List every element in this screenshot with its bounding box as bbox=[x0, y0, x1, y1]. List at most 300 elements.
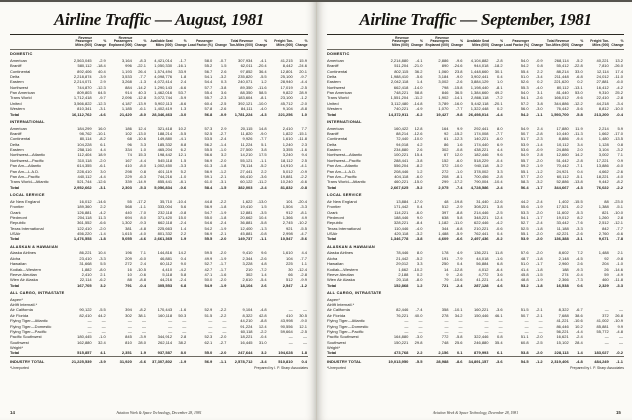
value-cell: 61.0 bbox=[204, 179, 213, 185]
value-cell: 17.4 bbox=[615, 68, 623, 74]
value-cell: 298 bbox=[125, 168, 132, 174]
value-cell: 53.7 bbox=[178, 90, 187, 96]
value-cell: 57.8 bbox=[204, 106, 213, 112]
value-cell: -14.2 bbox=[136, 84, 146, 90]
value-cell: -4.1 bbox=[300, 163, 307, 169]
section-header: INTERNATIONAL bbox=[10, 119, 45, 125]
value-cell: 460,221 bbox=[393, 179, 409, 185]
airline-name: Pan American bbox=[10, 90, 35, 96]
value-cell: 74 bbox=[127, 152, 132, 158]
value-cell: -4.4 bbox=[139, 157, 146, 163]
value-cell: -3.6 bbox=[490, 357, 504, 364]
value-cell: 0.6 bbox=[577, 282, 583, 288]
value-cell: 21,225,539 bbox=[67, 357, 93, 364]
value-cell: 54.4 bbox=[204, 79, 213, 85]
value-cell: 392,121 bbox=[238, 100, 253, 106]
value-cell: 94,018 bbox=[396, 141, 409, 147]
value-cell: -9.0 bbox=[455, 73, 463, 79]
value-cell: 2.2 bbox=[537, 68, 543, 74]
value-cell: 996 bbox=[125, 63, 132, 69]
value-cell: -2.0 bbox=[535, 334, 543, 340]
section-header-row bbox=[327, 191, 624, 199]
value-cell: 410 bbox=[125, 163, 132, 169]
value-cell: 171,442 bbox=[393, 204, 409, 210]
value-cell: — bbox=[444, 328, 449, 334]
value-cell: 41,215 bbox=[280, 57, 293, 63]
value-cell: -10.0 bbox=[453, 163, 463, 169]
value-cell: 1,610 bbox=[282, 136, 293, 142]
value-cell: 2,563,045 bbox=[73, 57, 92, 63]
value-cell: 845 bbox=[125, 334, 132, 340]
value-cell: 41,002 bbox=[596, 318, 609, 324]
airline-name: Trans World bbox=[10, 95, 32, 101]
value-cell: -16.0 bbox=[453, 100, 463, 106]
value-cell: 1,060 bbox=[438, 68, 449, 74]
page-september bbox=[316, 2, 632, 420]
airline-name: Air New England bbox=[10, 198, 40, 204]
value-cell: 184,299 bbox=[77, 125, 92, 131]
value-cell: 247,644 bbox=[238, 350, 253, 356]
value-cell: -6.0 bbox=[495, 136, 503, 142]
value-cell: 50.0 bbox=[204, 277, 213, 283]
value-cell: 890 bbox=[441, 63, 449, 69]
airline-name: Reeve Aleutian bbox=[10, 271, 37, 277]
value-cell: 97,852 bbox=[240, 68, 253, 74]
value-cell: 88,214 bbox=[396, 130, 409, 136]
value-cell: -10.4 bbox=[493, 179, 503, 185]
value-cell: 26,498,014 bbox=[468, 111, 489, 117]
column-header-row bbox=[10, 37, 308, 50]
value-cell: -3.4 bbox=[535, 73, 543, 79]
value-cell: -4.4 bbox=[495, 277, 503, 283]
value-cell: 2,075 bbox=[438, 184, 449, 190]
value-cell: -2.4 bbox=[575, 334, 583, 340]
value-cell: -1.0 bbox=[179, 173, 187, 179]
value-cell: 9,926 bbox=[242, 136, 253, 142]
value-cell: 57.6 bbox=[520, 250, 529, 256]
value-cell: -2.2 bbox=[259, 328, 267, 334]
value-cell: 10.2 bbox=[178, 125, 187, 131]
column-header: Freight Ton-Miles (000) bbox=[268, 37, 294, 50]
value-cell: -16.1 bbox=[177, 63, 187, 69]
value-cell: 3,228 bbox=[242, 261, 253, 267]
value-cell: 2,148 bbox=[558, 255, 569, 261]
section-header: ALASKAN & HAWAIIAN bbox=[327, 243, 375, 249]
value-cell: 2,960 bbox=[558, 261, 569, 267]
value-cell: 2.1 bbox=[617, 250, 623, 256]
value-cell: 178 bbox=[441, 250, 449, 256]
airline-name: Wien Air Alaska bbox=[10, 277, 38, 283]
section-total-row bbox=[327, 350, 624, 357]
value-cell: 518,229 bbox=[474, 157, 489, 163]
value-cell: 84,111 bbox=[240, 106, 253, 112]
value-cell: -6.6 bbox=[455, 236, 463, 242]
value-cell: -10.5 bbox=[136, 266, 146, 272]
value-cell: 92 bbox=[604, 255, 609, 261]
value-cell: 86,221 bbox=[79, 250, 92, 256]
value-cell: 100,221 bbox=[393, 152, 409, 158]
value-cell: 3.4 bbox=[577, 141, 583, 147]
value-cell: 1,050,330 bbox=[154, 63, 173, 69]
airline-name: Pacific Southwest bbox=[327, 334, 359, 340]
value-cell: 6.8 bbox=[497, 261, 503, 267]
title-rule bbox=[10, 34, 308, 35]
value-cell: 1,366 bbox=[282, 214, 293, 220]
value-cell: 842 bbox=[602, 225, 609, 231]
title-rule bbox=[327, 34, 624, 35]
value-cell: -4.4 bbox=[300, 79, 307, 85]
value-cell: 229 bbox=[125, 173, 132, 179]
value-cell: -0.8 bbox=[455, 147, 463, 153]
value-cell: -0.9 bbox=[535, 57, 543, 63]
value-cell: 662,118 bbox=[157, 220, 173, 226]
value-cell: 914 bbox=[125, 90, 132, 96]
value-cell: 53.9 bbox=[520, 141, 529, 147]
value-cell: 53.0 bbox=[574, 90, 583, 96]
value-cell: 1.4 bbox=[261, 271, 267, 277]
value-cell: 4,662 bbox=[598, 168, 609, 174]
value-cell: -5.2 bbox=[415, 255, 423, 261]
value-cell: -17.0 bbox=[413, 198, 423, 204]
value-cell: -4.3 bbox=[259, 111, 267, 117]
value-cell: 262,114 bbox=[157, 339, 173, 345]
value-cell: 59 bbox=[604, 271, 609, 277]
value-cell: -13.0 bbox=[257, 198, 267, 204]
value-cell: 1,488 bbox=[438, 231, 449, 237]
value-cell: 204,118 bbox=[77, 214, 92, 220]
value-cell: -3.4 bbox=[254, 357, 268, 364]
value-cell: -1.8 bbox=[219, 204, 227, 210]
value-cell: 54.9 bbox=[204, 282, 213, 288]
value-cell: -1.4 bbox=[98, 231, 106, 237]
column-header: Available Seat Miles (000) bbox=[147, 37, 173, 50]
column-header: % Change bbox=[449, 37, 463, 50]
value-cell: 30 bbox=[288, 266, 293, 272]
value-cell: 5.6 bbox=[180, 204, 187, 210]
value-cell: 228,113 bbox=[554, 350, 569, 356]
value-cell: 1,480 bbox=[598, 136, 609, 142]
value-cell: -0.6 bbox=[495, 225, 503, 231]
value-cell: 310,118 bbox=[77, 157, 92, 163]
section-header: LOCAL SERVICE bbox=[327, 192, 362, 198]
value-cell: 381 bbox=[125, 225, 132, 231]
page-footer bbox=[327, 410, 624, 415]
value-cell: -7.7 bbox=[259, 136, 267, 142]
value-cell: 438,221 bbox=[474, 147, 489, 153]
value-cell: 53.9 bbox=[520, 236, 529, 242]
value-cell: 19,427 bbox=[436, 111, 449, 117]
airline-name: Texas International bbox=[10, 225, 44, 231]
value-cell: 5,056,834 bbox=[154, 184, 173, 190]
magazine-credit: Aviation Week & Space Technology, December 28, 1981 bbox=[432, 411, 519, 415]
value-cell: 2.6 bbox=[577, 261, 583, 267]
value-cell: -8.8 bbox=[259, 318, 267, 324]
airline-name: INDUSTRY TOTAL bbox=[327, 357, 383, 364]
industry-total-row bbox=[10, 357, 308, 364]
value-cell: 622,446 bbox=[474, 220, 489, 226]
value-cell: 57.3 bbox=[204, 125, 213, 131]
value-cell: -5.6 bbox=[300, 236, 307, 242]
value-cell: 614,355 bbox=[77, 163, 92, 169]
value-cell: -2.6 bbox=[575, 231, 583, 237]
value-cell: — bbox=[619, 307, 623, 313]
value-cell: -2.7 bbox=[219, 339, 227, 345]
value-cell: -0.9 bbox=[535, 147, 543, 153]
value-cell: 2.4 bbox=[180, 79, 187, 85]
value-cell: -2.6 bbox=[259, 255, 267, 261]
value-cell: 26 bbox=[604, 266, 609, 272]
value-cell: 30.5 bbox=[299, 312, 307, 318]
column-header: Total Revenue Ton-Miles (000) bbox=[544, 37, 570, 50]
airline-name: United bbox=[10, 100, 22, 106]
value-cell: -0.4 bbox=[495, 157, 503, 163]
column-header-row bbox=[327, 37, 624, 50]
value-cell: 56.4 bbox=[520, 184, 529, 190]
page-august bbox=[0, 2, 316, 420]
value-cell: 49.9 bbox=[204, 255, 213, 261]
airline-name: Northwest—Atlantic bbox=[10, 152, 46, 158]
value-cell: 14.2 bbox=[574, 152, 583, 158]
value-cell: 2.6 bbox=[261, 282, 267, 288]
value-cell: 61.3 bbox=[204, 163, 213, 169]
airline-name: Aspen* bbox=[327, 296, 340, 302]
value-cell: 14,372,911 bbox=[388, 111, 409, 117]
value-cell: 211,448 bbox=[554, 73, 569, 79]
value-cell: 17,880 bbox=[556, 125, 569, 131]
industry-total-row bbox=[327, 357, 624, 364]
value-cell: 51.7 bbox=[520, 136, 529, 142]
value-cell: 167,705 bbox=[77, 282, 92, 288]
value-cell: 810,341 bbox=[77, 106, 92, 112]
value-cell: -0.7 bbox=[219, 57, 227, 63]
value-cell: 2.0 bbox=[577, 147, 583, 153]
airline-name: Pan Am—Pacific bbox=[327, 173, 357, 179]
value-cell: 4.1 bbox=[100, 350, 106, 356]
value-cell: 67 bbox=[443, 152, 449, 158]
value-cell: 937,587 bbox=[157, 350, 173, 356]
value-cell: -2.8 bbox=[616, 95, 623, 101]
airline-name: United bbox=[327, 100, 339, 106]
value-cell: 167 bbox=[125, 157, 132, 163]
value-cell: -0.6 bbox=[179, 184, 187, 190]
value-cell: 2.4 bbox=[140, 261, 146, 267]
value-cell: 23,410 bbox=[79, 255, 92, 261]
value-cell: -4.8 bbox=[259, 307, 267, 313]
value-cell: 3.1 bbox=[537, 90, 543, 96]
value-cell: 2.8 bbox=[537, 152, 543, 158]
value-cell: 240,071 bbox=[238, 79, 253, 85]
value-cell: -2.8 bbox=[495, 57, 503, 63]
value-cell: 55.7 bbox=[520, 157, 529, 163]
value-cell: -10.0 bbox=[613, 106, 623, 112]
value-cell: 31,668 bbox=[79, 261, 92, 267]
value-cell: -2.1 bbox=[535, 312, 543, 318]
value-cell: 9.9 bbox=[617, 323, 623, 329]
value-cell: -4.3 bbox=[575, 184, 583, 190]
value-cell: 25,100 bbox=[280, 73, 293, 79]
value-cell: 174,008 bbox=[474, 130, 489, 136]
value-cell: 9 bbox=[446, 271, 449, 277]
value-cell: 20,662 bbox=[240, 214, 253, 220]
value-cell: 56,221 bbox=[556, 328, 569, 334]
airline-name: Total bbox=[10, 111, 20, 117]
value-cell: 19,012 bbox=[556, 214, 569, 220]
airline-name: Total bbox=[327, 184, 337, 190]
airline-name: Piedmont bbox=[10, 214, 27, 220]
value-cell: 484,249 bbox=[584, 357, 610, 364]
airline-name: Total bbox=[327, 236, 337, 242]
value-cell: 54.1 bbox=[204, 73, 213, 79]
value-cell: -1.1 bbox=[213, 357, 227, 364]
value-cell: 12,400 bbox=[240, 225, 253, 231]
value-cell: 5.9 bbox=[617, 125, 623, 131]
value-cell: 545,118 bbox=[157, 157, 173, 163]
value-cell: -8.3 bbox=[139, 57, 146, 63]
value-cell: 51.0 bbox=[520, 73, 529, 79]
value-cell: 13,884 bbox=[396, 198, 409, 204]
value-cell: -12.8 bbox=[136, 95, 146, 101]
value-cell: 58.4 bbox=[204, 184, 213, 190]
value-cell: 2,366 bbox=[558, 277, 569, 283]
value-cell: 10,547 bbox=[280, 236, 293, 242]
value-cell: 2,214,880 bbox=[390, 57, 409, 63]
value-cell: -4.0 bbox=[415, 225, 423, 231]
column-header: Revenue Passenger Miles (000) bbox=[383, 37, 409, 50]
value-cell: -10.4 bbox=[177, 198, 187, 204]
value-cell: -5.3 bbox=[575, 209, 583, 215]
value-cell: -4.2 bbox=[616, 84, 623, 90]
value-cell: -21.0 bbox=[413, 63, 423, 69]
airline-name: Wright* bbox=[327, 345, 341, 351]
value-cell: 41.4 bbox=[520, 266, 529, 272]
value-cell: 90,122 bbox=[79, 307, 92, 313]
value-cell: -10.2 bbox=[297, 220, 307, 226]
value-cell: 3,902,441 bbox=[470, 73, 489, 79]
value-cell: 88 bbox=[127, 277, 132, 283]
value-cell: 81,440 bbox=[556, 90, 569, 96]
value-cell: 1,070 bbox=[438, 106, 449, 112]
value-cell: 1,574,494 bbox=[154, 68, 173, 74]
airline-name: Air New England bbox=[327, 198, 357, 204]
value-cell: 59.2 bbox=[520, 163, 529, 169]
value-cell: 11,224 bbox=[240, 141, 253, 147]
value-cell: — bbox=[604, 339, 609, 345]
value-cell: 32.4 bbox=[97, 339, 106, 345]
value-cell: 110,446 bbox=[394, 225, 409, 231]
value-cell: 214,446 bbox=[474, 209, 489, 215]
value-cell: -7.7 bbox=[616, 225, 623, 231]
column-header: % Change bbox=[133, 37, 147, 50]
value-cell: 394 bbox=[125, 307, 132, 313]
traffic-table-august bbox=[10, 37, 308, 364]
value-cell: — bbox=[127, 318, 132, 324]
value-cell: 58.3 bbox=[520, 179, 529, 185]
value-cell: — bbox=[168, 328, 173, 334]
page-number: 15 bbox=[615, 410, 621, 415]
value-cell: — bbox=[208, 318, 213, 324]
value-cell: 3,268 bbox=[121, 79, 132, 85]
value-cell: 9,104 bbox=[282, 106, 293, 112]
value-cell: 6.1 bbox=[497, 350, 503, 356]
value-cell: 31.0 bbox=[258, 339, 267, 345]
value-cell: 1,662 bbox=[598, 130, 609, 136]
column-header: Freight Ton-Miles (000) bbox=[584, 37, 610, 50]
value-cell: 2,042,118 bbox=[390, 79, 409, 85]
value-cell: — bbox=[141, 323, 146, 329]
value-cell: -6.3 bbox=[139, 173, 146, 179]
value-cell: -4.0 bbox=[535, 84, 543, 90]
value-cell: 17,521 bbox=[556, 204, 569, 210]
value-cell: 41,221 bbox=[476, 277, 489, 283]
value-cell: — bbox=[168, 318, 173, 324]
airline-name: Northwest bbox=[327, 84, 346, 90]
value-cell: -5.6 bbox=[415, 73, 423, 79]
value-cell: — bbox=[619, 339, 623, 345]
value-cell: 5.8 bbox=[456, 214, 463, 220]
value-cell: 60.8 bbox=[520, 339, 529, 345]
value-cell: -20.4 bbox=[297, 198, 307, 204]
value-cell: 43,998 bbox=[280, 318, 293, 324]
value-cell: -1.7 bbox=[219, 261, 227, 267]
value-cell: — bbox=[604, 334, 609, 340]
value-cell: 4,012 bbox=[478, 266, 489, 272]
value-cell: 56.8 bbox=[204, 111, 213, 117]
value-cell: -3.3 bbox=[616, 282, 623, 288]
value-cell: 4,772 bbox=[478, 271, 489, 277]
value-cell: — bbox=[458, 328, 463, 334]
value-cell: -4.0 bbox=[139, 231, 146, 237]
value-cell: — bbox=[484, 318, 489, 324]
value-cell: 14.8 bbox=[258, 125, 267, 131]
value-cell: 1,610 bbox=[282, 250, 293, 256]
value-cell: 85,881 bbox=[596, 323, 609, 329]
value-cell: 90,556 bbox=[280, 323, 293, 329]
value-cell: 4.2 bbox=[416, 141, 423, 147]
value-cell: -1.9 bbox=[219, 209, 227, 215]
airline-name: Delta bbox=[327, 141, 337, 147]
value-cell: 55.2 bbox=[204, 63, 213, 69]
value-cell: 225,663 bbox=[157, 225, 173, 231]
value-cell: 55.6 bbox=[520, 204, 529, 210]
value-cell: 1,662 bbox=[398, 266, 409, 272]
value-cell: 42.7 bbox=[204, 266, 213, 272]
value-cell: -7.1 bbox=[575, 163, 583, 169]
value-cell: -19.8 bbox=[453, 198, 463, 204]
value-cell: 10.4 bbox=[258, 214, 267, 220]
value-cell: 3.0 bbox=[100, 168, 106, 174]
value-cell: -6.1 bbox=[139, 106, 146, 112]
value-cell: -6.6 bbox=[616, 231, 623, 237]
value-cell: 96 bbox=[127, 141, 132, 147]
value-cell: -2.4 bbox=[535, 220, 543, 226]
value-cell: -3.8 bbox=[415, 157, 423, 163]
value-cell: 24,921 bbox=[556, 168, 569, 174]
value-cell: — bbox=[288, 339, 293, 345]
airline-name: Western bbox=[10, 106, 25, 112]
value-cell: 160,422 bbox=[393, 125, 409, 131]
airline-name: Aloha bbox=[10, 255, 21, 261]
column-header: Change bbox=[213, 37, 227, 50]
value-cell: 18,221 bbox=[240, 334, 253, 340]
value-cell: 339 bbox=[125, 179, 132, 185]
value-cell: 56,884 bbox=[476, 261, 489, 267]
value-cell: -2.0 bbox=[535, 173, 543, 179]
value-cell: 744,216 bbox=[157, 173, 173, 179]
value-cell: 4,072,414 bbox=[154, 79, 173, 85]
value-cell: -3.0 bbox=[535, 106, 543, 112]
value-cell: 16,412 bbox=[596, 84, 609, 90]
value-cell: 19,410 bbox=[240, 204, 253, 210]
